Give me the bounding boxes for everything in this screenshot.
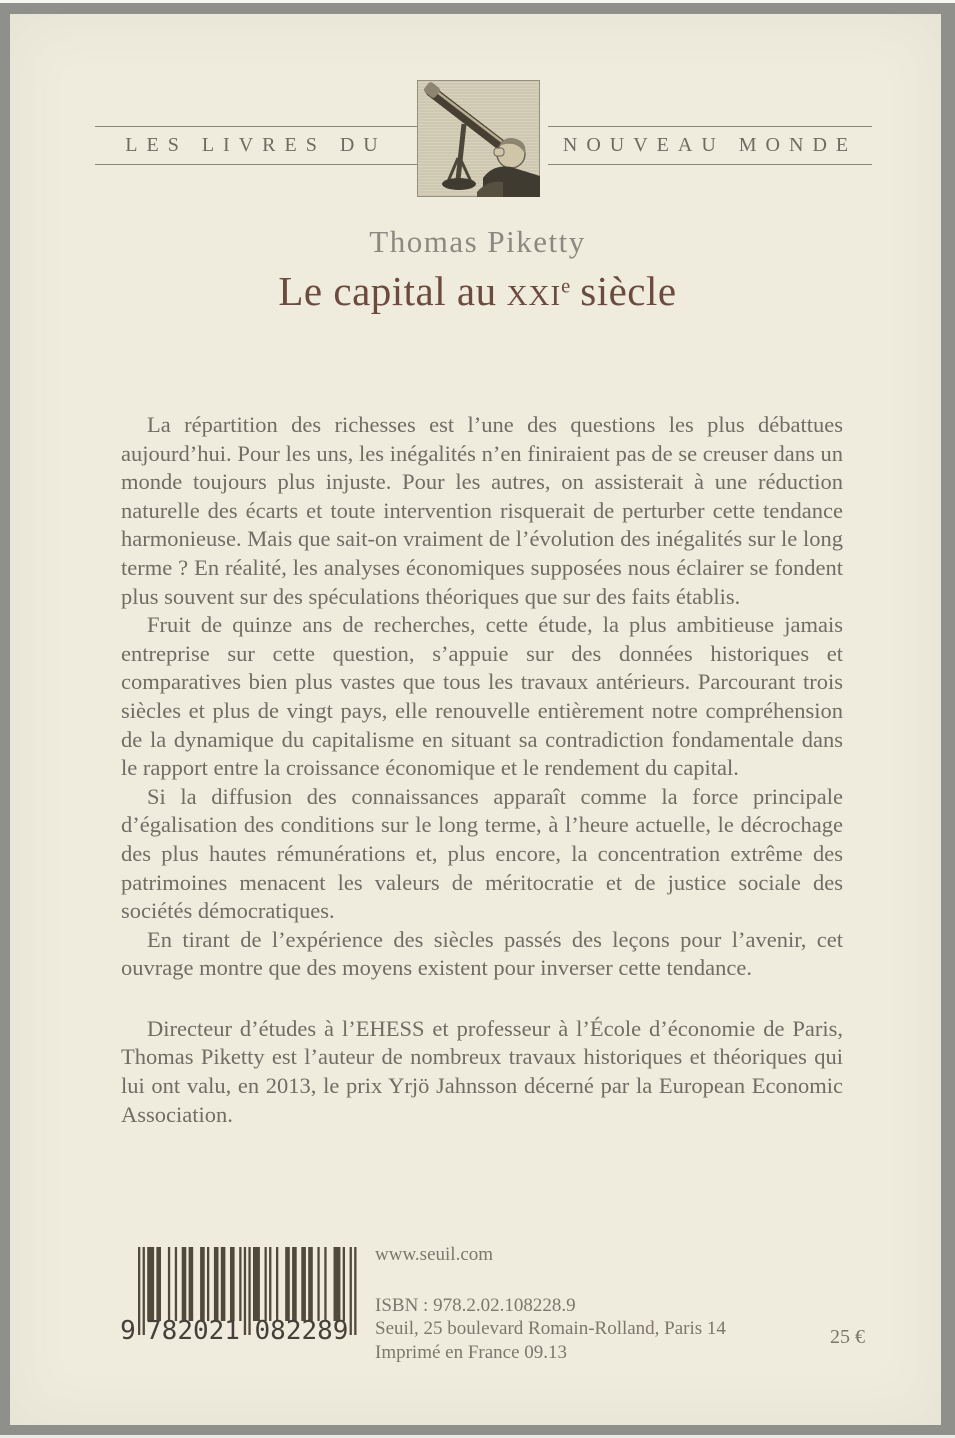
- ean13-barcode: [120, 1247, 380, 1351]
- collection-name-left: LES LIVRES DU: [125, 134, 387, 156]
- blurb-paragraph: Si la diffusion des connaissances apparaît comme la force principale d’égalisation des conditions sur le long terme, à l’heure actuelle, le décrochage des plus hautes rémunérations et, plus encore, la concentration extrême des patrimoines menacent les valeurs de méritocratie et de justice sociale des sociétés démocratiques.: [121, 783, 843, 924]
- blurb-paragraph: La répartition des richesses est l’une des questions les plus débattues aujourd’hui. Pour les uns, les inégalités n’en finiraient pas de se creuser dans un monde toujours plus injuste. Pour les autres, on assisterait à une réduction naturelle des écarts et toute intervention risquerait de perturber cette tendance harmonieuse. Mais que sait-on vraiment de l’évolution des inégalités sur le long terme ? En réalité, les analyses économiques supposées nous éclairer se fondent plus souvent sur des spéculations théoriques que sur des faits établis.: [121, 412, 843, 609]
- astronomer-telescope-engraving-icon: [417, 80, 540, 197]
- barcode-digits-group1: 782021: [146, 1316, 240, 1346]
- author-name: Thomas Piketty: [369, 224, 586, 259]
- publisher-website: www.seuil.com: [375, 1244, 494, 1265]
- price-label: 25 €: [830, 1326, 865, 1348]
- collection-banner-left: [95, 126, 417, 165]
- publisher-address: Seuil, 25 boulevard Romain-Rolland, Paris 14: [375, 1318, 726, 1339]
- book-title-century-numeral: xxi: [506, 268, 562, 314]
- publisher-block: [375, 1243, 795, 1364]
- barcode-lead-digit: 9: [120, 1316, 136, 1346]
- collection-banner-right: [548, 126, 872, 165]
- book-title: [0, 267, 955, 315]
- back-cover-blurb: [121, 411, 843, 1129]
- book-title-ordinal: e: [561, 275, 571, 298]
- collection-name-right: NOUVEAU MONDE: [562, 134, 858, 156]
- isbn-line: ISBN : 978.2.02.108228.9: [375, 1294, 576, 1316]
- blurb-paragraph: Fruit de quinze ans de recherches, cette étude, la plus ambitieuse jamais entreprise sur cette question, s’appuie sur des données historiques et comparatives bien plus vastes que tous les travaux antérieurs. Parcourant trois siècles et plus de vingt pays, elle renouvelle entièrement notre compréhension de la dynamique du capitalisme en situant sa contradiction fondamentale dans le rapport entre la croissance économique et le rendement du capital.: [121, 612, 843, 781]
- book-title-main: Le capital au: [278, 268, 497, 314]
- author-bio-paragraph: Directeur d’études à l’EHESS et professeur à l’École d’économie de Paris, Thomas Piketty est l’auteur de nombreux travaux historiques et théoriques qui lui ont valu, en 2013, le prix Yrjö Jahnsson décerné par la European Economic Association.: [121, 1015, 843, 1127]
- barcode-digits-group2: 082289: [254, 1316, 349, 1346]
- printed-in-line: Imprimé en France 09.13: [375, 1341, 568, 1363]
- book-title-rest: siècle: [580, 268, 677, 314]
- blurb-paragraph: En tirant de l’expérience des siècles passés des leçons pour l’avenir, cet ouvrage montre que des moyens existent pour inverser cette tendance.: [121, 926, 843, 981]
